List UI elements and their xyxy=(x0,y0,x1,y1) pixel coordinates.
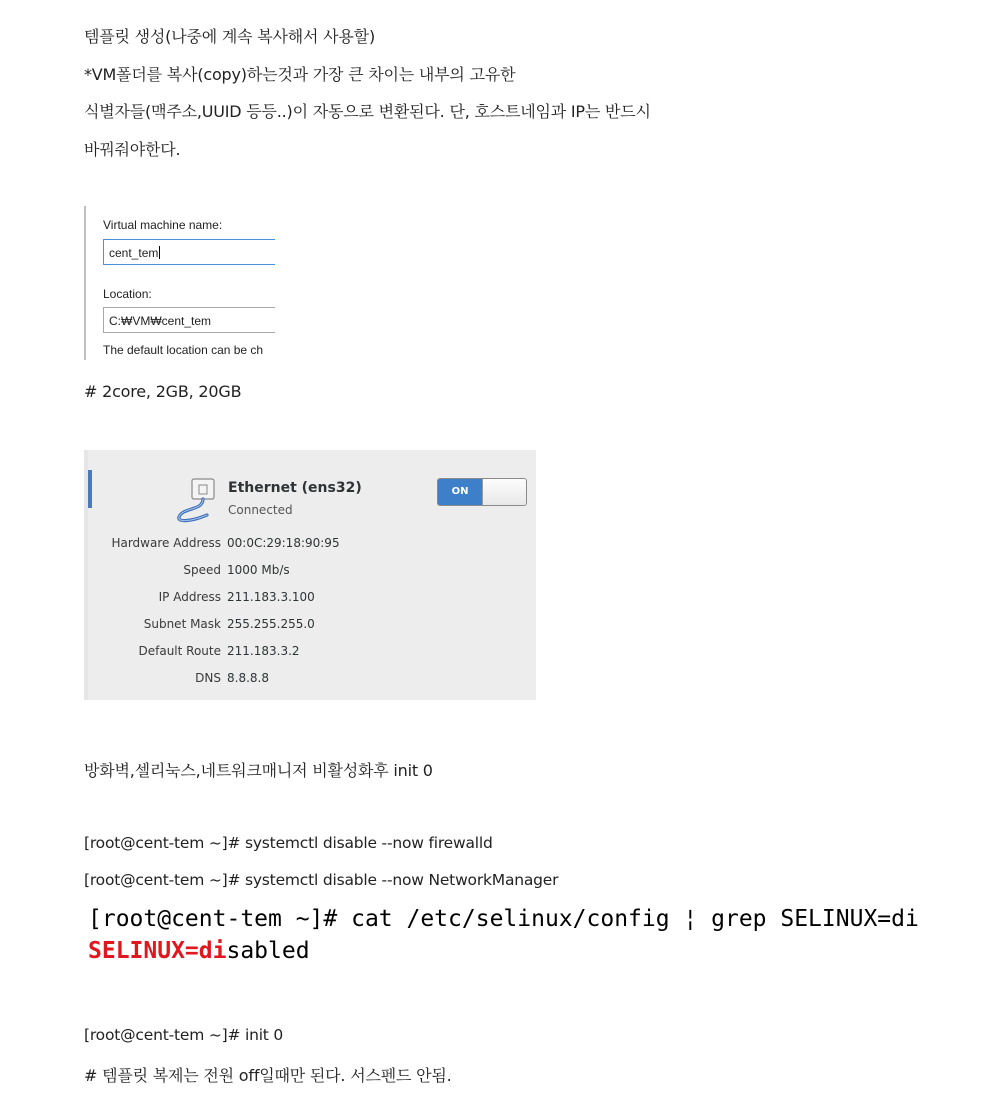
connection-toggle[interactable] xyxy=(437,478,527,506)
detail-value: 255.255.255.0 xyxy=(227,617,315,631)
location-label: Location: xyxy=(103,287,152,301)
detail-value: 211.183.3.2 xyxy=(227,644,300,658)
vm-name-value: cent_tem xyxy=(109,246,159,260)
command-disable-networkmanager: [root@cent-tem ~]# systemctl disable --now NetworkManager xyxy=(84,871,559,889)
detail-key: Hardware Address xyxy=(111,536,221,550)
window-edge xyxy=(84,470,92,508)
spec-line: # 2core, 2GB, 20GB xyxy=(84,382,242,401)
detail-key: DNS xyxy=(195,671,221,685)
vm-name-label: Virtual machine name: xyxy=(103,218,223,232)
grep-rest: sabled xyxy=(226,938,310,964)
command-init-0: [root@cent-tem ~]# init 0 xyxy=(84,1026,284,1044)
detail-value: 8.8.8.8 xyxy=(227,671,269,685)
vm-name-dialog-screenshot xyxy=(84,206,275,360)
location-value: C:₩VM₩cent_tem xyxy=(109,314,212,328)
paragraph-copy-difference: *VM폴더를 복사(copy)하는것과 가장 큰 차이는 내부의 고유한 xyxy=(84,65,516,84)
paragraph-must-change: 바꿔줘야한다. xyxy=(84,140,181,159)
template-clone-note: # 템플릿 복제는 전원 off일때만 된다. 서스펜드 안됨. xyxy=(84,1066,452,1085)
detail-key: Speed xyxy=(183,563,221,577)
ethernet-cable-icon xyxy=(173,477,225,525)
connection-status: Connected xyxy=(228,503,293,517)
paragraph-identifiers: 식별자들(맥주소,UUID 등등..)이 자동으로 변환된다. 단, 호스트네임과 IP는 반드시 xyxy=(84,102,651,121)
detail-value: 00:0C:29:18:90:95 xyxy=(227,536,340,550)
detail-value: 1000 Mb/s xyxy=(227,563,290,577)
default-location-hint: The default location can be ch xyxy=(103,343,264,357)
detail-key: IP Address xyxy=(158,590,221,604)
detail-value: 211.183.3.100 xyxy=(227,590,315,604)
paragraph-template-creation: 템플릿 생성(나중에 계속 복사해서 사용할) xyxy=(84,27,375,46)
location-input[interactable] xyxy=(103,307,275,333)
vm-name-input[interactable] xyxy=(103,239,275,265)
command-disable-firewalld: [root@cent-tem ~]# systemctl disable --now firewalld xyxy=(84,834,493,852)
toggle-on-label: ON xyxy=(438,479,482,505)
disable-note: 방화벽,셀리눅스,네트워크매니저 비활성화후 init 0 xyxy=(84,761,433,780)
detail-key: Default Route xyxy=(138,644,221,658)
text-caret xyxy=(159,246,160,259)
network-settings-screenshot xyxy=(84,450,536,700)
connection-title: Ethernet (ens32) xyxy=(228,480,362,496)
terminal-grep-output xyxy=(88,938,310,964)
detail-key: Subnet Mask xyxy=(143,617,221,631)
terminal-grep-command: [root@cent-tem ~]# cat /etc/selinux/config ¦ grep SELINUX=di xyxy=(88,906,919,932)
toggle-knob[interactable] xyxy=(482,479,526,505)
grep-match: SELINUX=di xyxy=(88,938,227,964)
